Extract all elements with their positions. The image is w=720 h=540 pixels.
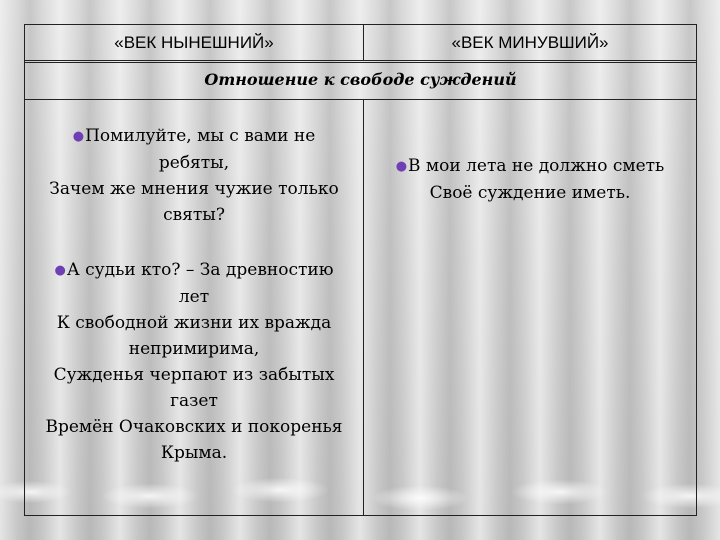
stanza-1 [31, 123, 357, 228]
header-right: «ВЕК МИНУВШИЙ» [451, 33, 609, 52]
quote-text: А судьи кто? – За древностию [66, 260, 334, 280]
quote-line: непримирима, [128, 339, 260, 359]
subheader-divider [25, 99, 696, 100]
quote-line: газет [170, 391, 218, 411]
subheader-title: Отношение к свободе суждений [204, 70, 517, 89]
bullet-icon: ● [54, 263, 66, 278]
body-column-divider [363, 99, 364, 515]
header-left: «ВЕК НЫНЕШНИЙ» [114, 33, 274, 52]
quote-text: В мои лета не должно сметь [408, 156, 665, 176]
quote-line: Времён Очаковских и покоренья [45, 417, 343, 437]
left-column [31, 123, 357, 495]
quote-line [31, 123, 357, 150]
stanza-2 [31, 257, 357, 466]
comparison-table [24, 24, 697, 516]
quote-line: К свободной жизни их вражда [56, 313, 332, 333]
right-column [371, 153, 689, 235]
quote-line [31, 257, 357, 284]
quote-line: святы? [163, 205, 225, 225]
quote-line: лет [178, 287, 210, 307]
bullet-icon: ● [72, 129, 85, 144]
bullet-icon: ● [395, 159, 408, 174]
quote-line [371, 153, 689, 180]
quote-line: Сужденья черпают из забытых [53, 365, 335, 385]
quote-line: Зачем же мнения чужие только [49, 179, 339, 199]
quote-line: ребяты, [158, 153, 230, 173]
quote-line: Крыма. [160, 443, 228, 463]
stanza-right [371, 153, 689, 206]
quote-text: Помилуйте, мы с вами не [85, 126, 316, 146]
quote-line: Своё суждение иметь. [429, 183, 631, 203]
